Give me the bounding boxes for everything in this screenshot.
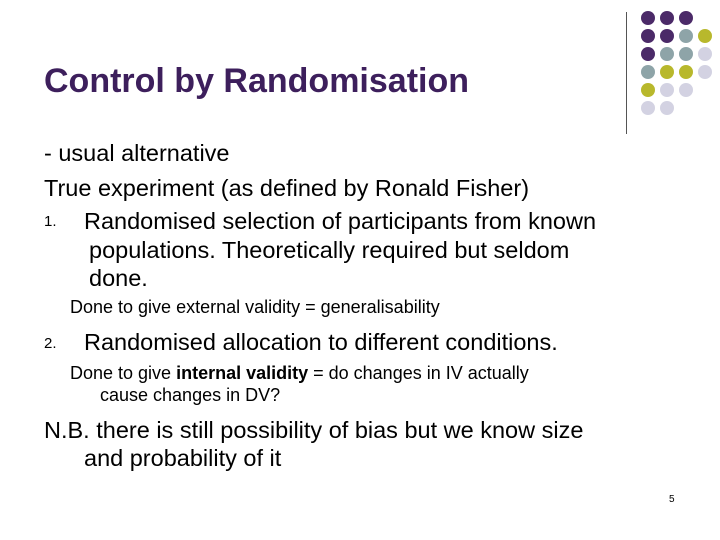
- page-number: 5: [669, 494, 675, 505]
- sub-point-suffix: = do changes in IV actually: [308, 363, 529, 383]
- dot: [660, 47, 674, 61]
- title-divider-line: [626, 12, 627, 134]
- bullet-usual-alternative: - usual alternative: [44, 140, 230, 166]
- internal-validity-term: internal validity: [176, 363, 309, 383]
- dot: [641, 83, 655, 97]
- dot: [660, 11, 674, 25]
- item-1-line-1: Randomised selection of participants from known: [84, 208, 597, 234]
- item-2-line: Randomised allocation to different conditions.: [84, 329, 558, 355]
- dot: [679, 65, 693, 79]
- sub-point-internal-validity-line-2: cause changes in DV?: [100, 385, 281, 405]
- list-number-2: 2.: [44, 335, 57, 352]
- dot: [698, 29, 712, 43]
- dot: [641, 47, 655, 61]
- dot: [641, 101, 655, 115]
- dot: [641, 29, 655, 43]
- dot: [679, 11, 693, 25]
- dot: [660, 29, 674, 43]
- dot: [660, 101, 674, 115]
- dot: [698, 65, 712, 79]
- dot: [660, 83, 674, 97]
- list-number-1: 1.: [44, 213, 57, 230]
- nb-line-1: N.B. there is still possibility of bias but we know size: [44, 417, 584, 443]
- dot: [679, 83, 693, 97]
- dot: [641, 65, 655, 79]
- dot: [679, 47, 693, 61]
- sub-point-internal-validity: [70, 363, 529, 384]
- dot: [679, 29, 693, 43]
- item-1-line-3: done.: [89, 265, 148, 291]
- dot: [641, 11, 655, 25]
- dot: [660, 65, 674, 79]
- slide-title: Control by Randomisation: [44, 62, 469, 100]
- sub-point-external-validity: Done to give external validity = generalisability: [70, 297, 440, 317]
- true-experiment-line: True experiment (as defined by Ronald Fisher): [44, 175, 530, 201]
- dot: [698, 47, 712, 61]
- nb-line-2: and probability of it: [84, 445, 282, 471]
- item-1-line-2: populations. Theoretically required but seldom: [89, 237, 570, 263]
- sub-point-prefix: Done to give: [70, 363, 177, 383]
